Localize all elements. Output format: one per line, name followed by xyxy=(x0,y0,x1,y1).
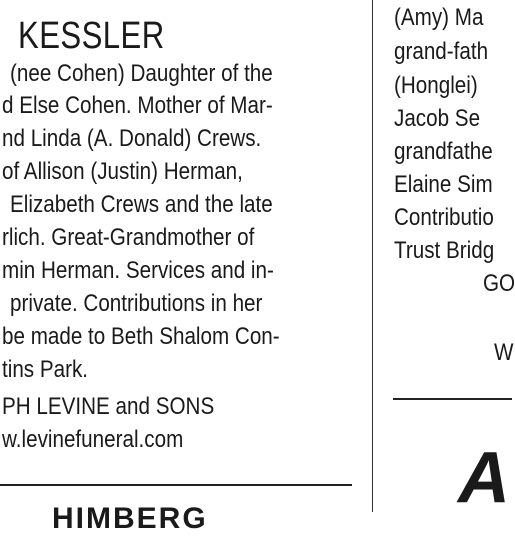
obituary-text-line: grandfathe xyxy=(394,138,493,165)
obituary-text-line: of Allison (Justin) Herman, xyxy=(2,158,243,185)
obituary-surname: KESSLER xyxy=(18,15,165,57)
obituary-text-line: Jacob Se xyxy=(394,105,481,132)
obituary-text-line: min Herman. Services and in- xyxy=(2,257,274,284)
obituary-text-line: (Amy) Ma xyxy=(394,4,484,31)
section-divider xyxy=(393,398,512,400)
obituary-text-line: private. Contributions in her xyxy=(10,290,263,317)
obituary-text-line: grand-fath xyxy=(394,38,489,65)
column-divider xyxy=(372,0,373,512)
obituary-text-line: d Else Cohen. Mother of Mar- xyxy=(2,92,273,119)
obituary-text-line: (nee Cohen) Daughter of the xyxy=(10,60,273,87)
obituary-text-line: rlich. Great-Grandmother of xyxy=(2,224,255,251)
obituary-text-line: Contributio xyxy=(394,204,494,231)
right-obituary-column xyxy=(377,0,515,518)
funeral-home-website: w.levinefuneral.com xyxy=(2,426,184,453)
obituary-text-line: be made to Beth Shalom Con- xyxy=(2,323,280,350)
obituary-text-line: tins Park. xyxy=(2,356,89,383)
obituary-text-line: Elaine Sim xyxy=(394,171,493,198)
funeral-home-website: W xyxy=(494,339,514,366)
funeral-home-name: PH LEVINE and SONS xyxy=(2,393,215,420)
advertisement-heading-letter: A xyxy=(458,438,510,518)
obituary-text-line: Elizabeth Crews and the late xyxy=(10,191,273,218)
section-divider xyxy=(0,484,352,486)
obituary-text-line: (Honglei) xyxy=(394,72,478,99)
obituary-text-line: Trust Bridg xyxy=(394,237,495,264)
next-obituary-surname: HIMBERG xyxy=(52,502,208,535)
obituary-text-line: nd Linda (A. Donald) Crews. xyxy=(2,125,262,152)
funeral-home-name: GO xyxy=(483,270,515,297)
